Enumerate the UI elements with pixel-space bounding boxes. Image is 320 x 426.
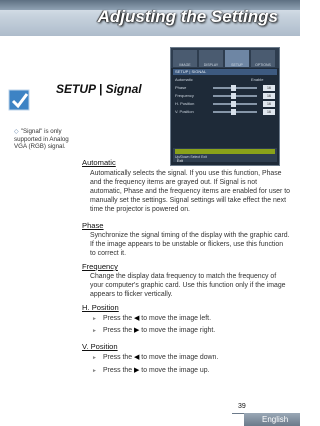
automatic-description: Automatically selects the signal. If you use this function, Phase and the frequency items are grayed out. If Signal is not automatic, Phase and the frequency items are enabled for user to manually set the settings. Signal settings will take effect the next time the projector is powered on.	[90, 170, 290, 214]
bullet-icon: ►	[92, 355, 97, 361]
h-position-step-right: ► Press the ▶ to move the image right.	[92, 327, 216, 334]
osd-tab-image: IMAGE	[173, 50, 197, 67]
osd-row-phase: Phase 16	[173, 85, 277, 91]
v-position-step-up: ► Press the ▶ to move the image up.	[92, 367, 210, 374]
footer-language: English	[262, 415, 289, 424]
osd-row-v-position: V. Position 16	[173, 109, 277, 115]
osd-row-frequency: Frequency 16	[173, 93, 277, 99]
bullet-icon: ►	[92, 328, 97, 334]
note-text: ◇ "Signal" is only supported in Analog VGA (RGB) signal.	[14, 128, 69, 151]
osd-exit-bar: Exit	[175, 149, 275, 154]
right-arrow-icon: ▶	[133, 367, 140, 374]
automatic-heading: Automatic	[82, 158, 116, 167]
page-title: Adjusting the Settings	[97, 7, 278, 26]
osd-row-h-position: H. Position 16	[173, 101, 277, 107]
osd-menu-screenshot	[170, 47, 280, 166]
h-position-heading: H. Position	[82, 303, 119, 312]
osd-footer	[173, 148, 277, 162]
phase-description: Synchronize the signal timing of the display with the graphic card. If the image appears to be unstable or flickers, use this function to correct it.	[90, 232, 290, 258]
osd-tab-bar	[171, 48, 279, 68]
left-arrow-icon: ◀	[133, 354, 140, 361]
bullet-icon: ►	[92, 368, 97, 374]
v-position-step-down: ► Press the ◀ to move the image down.	[92, 354, 219, 361]
frequency-description: Change the display data frequency to match the frequency of your computer's graphic card. Use this function only if the image appears to flicker vertically.	[90, 273, 286, 299]
note-icon	[8, 89, 32, 113]
osd-tab-options: OPTIONS	[251, 50, 275, 67]
section-title: SETUP | Signal	[56, 82, 142, 96]
osd-key-legend: Up/Down Select Exit	[175, 155, 207, 159]
osd-tab-display: DISPLAY	[199, 50, 223, 67]
right-arrow-icon: ▶	[133, 327, 140, 334]
page-number: 39	[238, 403, 246, 410]
bullet-icon: ►	[92, 316, 97, 322]
v-position-heading: V. Position	[82, 342, 118, 351]
osd-tab-setup: SETUP	[225, 50, 249, 67]
page-header	[0, 0, 300, 36]
osd-row-automatic: Automatic Enable	[175, 77, 264, 82]
phase-heading: Phase	[82, 221, 104, 230]
osd-submenu-title: SETUP | SIGNAL	[173, 69, 277, 75]
left-arrow-icon: ◀	[133, 315, 140, 322]
frequency-heading: Frequency	[82, 262, 118, 271]
h-position-step-left: ► Press the ◀ to move the image left.	[92, 315, 212, 322]
